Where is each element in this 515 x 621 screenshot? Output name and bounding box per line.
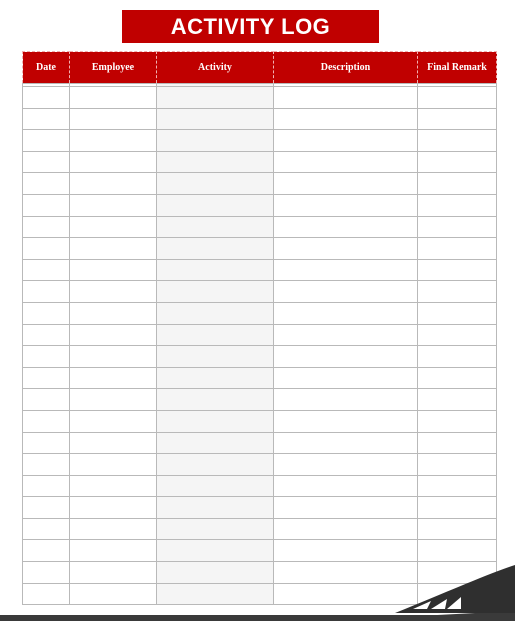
cell-employee[interactable]: [70, 562, 157, 584]
cell-activity[interactable]: [157, 497, 274, 519]
table-row: [23, 432, 497, 454]
column-header-description: Description: [274, 52, 418, 84]
table-row: [23, 324, 497, 346]
cell-activity[interactable]: [157, 475, 274, 497]
table-row: [23, 151, 497, 173]
cell-final-remark[interactable]: [418, 324, 497, 346]
cell-final-remark[interactable]: [418, 238, 497, 260]
column-header-activity: Activity: [157, 52, 274, 84]
cell-final-remark[interactable]: [418, 173, 497, 195]
table-body: [23, 84, 497, 605]
cell-final-remark[interactable]: [418, 151, 497, 173]
cell-date[interactable]: [23, 346, 70, 368]
table-row: [23, 540, 497, 562]
cell-employee[interactable]: [70, 540, 157, 562]
cell-employee[interactable]: [70, 281, 157, 303]
cell-activity[interactable]: [157, 346, 274, 368]
table-row: [23, 108, 497, 130]
table-row: [23, 130, 497, 152]
cell-final-remark[interactable]: [418, 346, 497, 368]
cell-date[interactable]: [23, 324, 70, 346]
table-row: [23, 454, 497, 476]
cell-employee[interactable]: [70, 475, 157, 497]
cell-description[interactable]: [274, 108, 418, 130]
cell-description[interactable]: [274, 475, 418, 497]
cell-date[interactable]: [23, 151, 70, 173]
table-row: [23, 389, 497, 411]
table-row: [23, 518, 497, 540]
cell-date[interactable]: [23, 410, 70, 432]
cell-activity[interactable]: [157, 367, 274, 389]
cell-employee[interactable]: [70, 130, 157, 152]
cell-employee[interactable]: [70, 454, 157, 476]
cell-activity[interactable]: [157, 108, 274, 130]
cell-final-remark[interactable]: [418, 410, 497, 432]
cell-employee[interactable]: [70, 151, 157, 173]
cell-date[interactable]: [23, 87, 70, 109]
cell-activity[interactable]: [157, 389, 274, 411]
cell-final-remark[interactable]: [418, 216, 497, 238]
cell-description[interactable]: [274, 281, 418, 303]
cell-activity[interactable]: [157, 324, 274, 346]
cell-description[interactable]: [274, 216, 418, 238]
cell-description[interactable]: [274, 497, 418, 519]
cell-employee[interactable]: [70, 108, 157, 130]
cell-final-remark[interactable]: [418, 540, 497, 562]
cell-activity[interactable]: [157, 259, 274, 281]
cell-description[interactable]: [274, 130, 418, 152]
cell-employee[interactable]: [70, 194, 157, 216]
cell-activity[interactable]: [157, 216, 274, 238]
cell-employee[interactable]: [70, 518, 157, 540]
cell-date[interactable]: [23, 216, 70, 238]
cell-description[interactable]: [274, 367, 418, 389]
cell-activity[interactable]: [157, 562, 274, 584]
cell-date[interactable]: [23, 389, 70, 411]
table-row: [23, 259, 497, 281]
cell-date[interactable]: [23, 540, 70, 562]
cell-activity[interactable]: [157, 173, 274, 195]
cell-employee[interactable]: [70, 259, 157, 281]
cell-activity[interactable]: [157, 518, 274, 540]
cell-employee[interactable]: [70, 497, 157, 519]
cell-final-remark[interactable]: [418, 497, 497, 519]
cell-date[interactable]: [23, 259, 70, 281]
cell-date[interactable]: [23, 173, 70, 195]
cell-employee[interactable]: [70, 302, 157, 324]
table-row: [23, 475, 497, 497]
table-row: [23, 173, 497, 195]
cell-employee[interactable]: [70, 432, 157, 454]
cell-description[interactable]: [274, 173, 418, 195]
cell-final-remark[interactable]: [418, 87, 497, 109]
cell-description[interactable]: [274, 346, 418, 368]
cell-date[interactable]: [23, 302, 70, 324]
cell-description[interactable]: [274, 432, 418, 454]
header-row: [23, 52, 497, 84]
cell-employee[interactable]: [70, 367, 157, 389]
cell-final-remark[interactable]: [418, 302, 497, 324]
table-row: [23, 346, 497, 368]
cell-date[interactable]: [23, 518, 70, 540]
cell-activity[interactable]: [157, 583, 274, 605]
footer-band: [0, 615, 515, 621]
cell-date[interactable]: [23, 130, 70, 152]
cell-final-remark[interactable]: [418, 518, 497, 540]
table-row: [23, 238, 497, 260]
cell-final-remark[interactable]: [418, 194, 497, 216]
cell-employee[interactable]: [70, 410, 157, 432]
cell-description[interactable]: [274, 518, 418, 540]
table-row: [23, 281, 497, 303]
cell-description[interactable]: [274, 259, 418, 281]
cell-date[interactable]: [23, 194, 70, 216]
cell-final-remark[interactable]: [418, 389, 497, 411]
cell-employee[interactable]: [70, 216, 157, 238]
cell-description[interactable]: [274, 194, 418, 216]
cell-final-remark[interactable]: [418, 432, 497, 454]
cell-final-remark[interactable]: [418, 475, 497, 497]
cell-activity[interactable]: [157, 540, 274, 562]
cell-employee[interactable]: [70, 346, 157, 368]
cell-date[interactable]: [23, 583, 70, 605]
table-row: [23, 87, 497, 109]
cell-final-remark[interactable]: [418, 454, 497, 476]
cell-employee[interactable]: [70, 173, 157, 195]
cell-final-remark[interactable]: [418, 259, 497, 281]
cell-final-remark[interactable]: [418, 130, 497, 152]
cell-activity[interactable]: [157, 238, 274, 260]
cell-activity[interactable]: [157, 130, 274, 152]
cell-description[interactable]: [274, 302, 418, 324]
table-row: [23, 302, 497, 324]
cell-date[interactable]: [23, 238, 70, 260]
cell-date[interactable]: [23, 497, 70, 519]
table-row: [23, 367, 497, 389]
cell-activity[interactable]: [157, 302, 274, 324]
cell-activity[interactable]: [157, 410, 274, 432]
cell-final-remark[interactable]: [418, 108, 497, 130]
cell-date[interactable]: [23, 281, 70, 303]
cell-description[interactable]: [274, 87, 418, 109]
cell-activity[interactable]: [157, 281, 274, 303]
cell-employee[interactable]: [70, 324, 157, 346]
cell-activity[interactable]: [157, 454, 274, 476]
footer-swoosh-graphic: [335, 565, 515, 621]
cell-date[interactable]: [23, 454, 70, 476]
cell-description[interactable]: [274, 454, 418, 476]
cell-date[interactable]: [23, 108, 70, 130]
cell-employee[interactable]: [70, 389, 157, 411]
cell-description[interactable]: [274, 151, 418, 173]
table-row: [23, 194, 497, 216]
cell-employee[interactable]: [70, 87, 157, 109]
cell-date[interactable]: [23, 432, 70, 454]
cell-description[interactable]: [274, 410, 418, 432]
cell-description[interactable]: [274, 540, 418, 562]
table-row: [23, 497, 497, 519]
cell-description[interactable]: [274, 324, 418, 346]
cell-date[interactable]: [23, 367, 70, 389]
table-row: [23, 410, 497, 432]
column-header-final-remark: Final Remark: [418, 52, 497, 84]
cell-employee[interactable]: [70, 583, 157, 605]
cell-date[interactable]: [23, 562, 70, 584]
cell-description[interactable]: [274, 238, 418, 260]
cell-description[interactable]: [274, 389, 418, 411]
column-header-date: Date: [23, 52, 70, 84]
document-title: ACTIVITY LOG: [122, 10, 379, 43]
column-header-employee: Employee: [70, 52, 157, 84]
activity-log-table: [22, 51, 497, 605]
cell-activity[interactable]: [157, 432, 274, 454]
table-row: [23, 216, 497, 238]
cell-final-remark[interactable]: [418, 281, 497, 303]
cell-activity[interactable]: [157, 87, 274, 109]
cell-employee[interactable]: [70, 238, 157, 260]
cell-activity[interactable]: [157, 151, 274, 173]
cell-final-remark[interactable]: [418, 367, 497, 389]
cell-date[interactable]: [23, 475, 70, 497]
cell-activity[interactable]: [157, 194, 274, 216]
